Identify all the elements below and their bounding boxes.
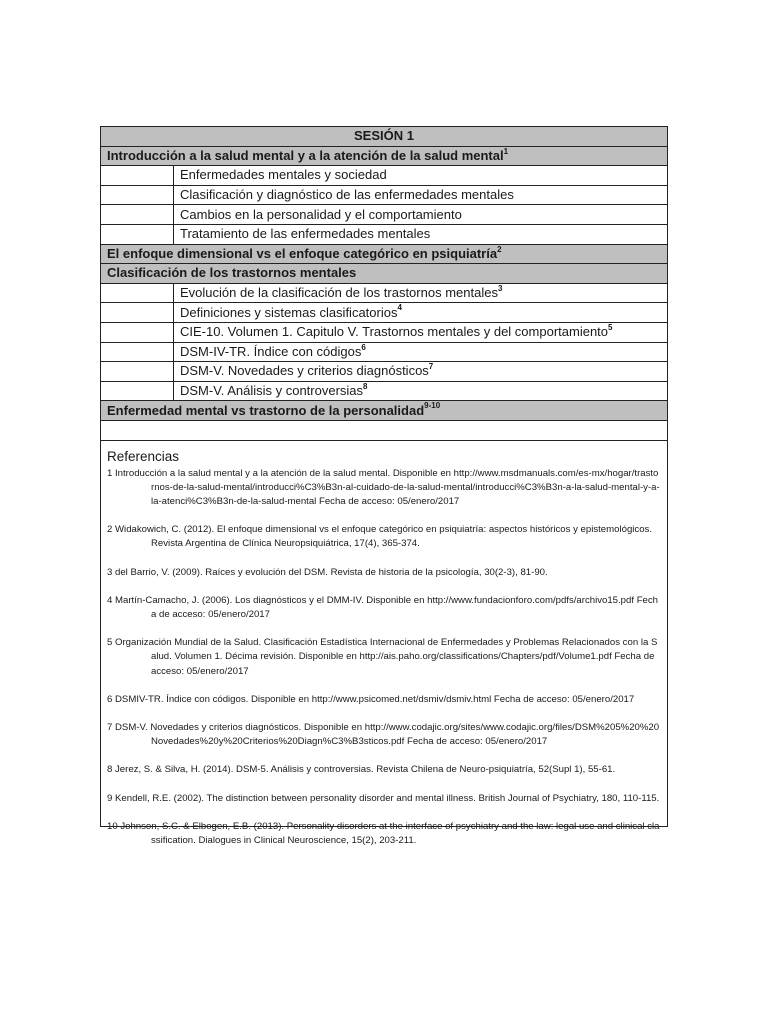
section-label: El enfoque dimensional vs el enfoque categórico en psiquiatría xyxy=(107,245,498,261)
section-header xyxy=(101,146,668,166)
indent-cell xyxy=(101,283,174,303)
reference-item: 10 Johnson, S.C. & Elbogen, E.B. (2013). Personality disorders at the interface of psychiatry and the law: legal use and clinical classification. Dialogues in Clinical Neuroscience, 15(2), 203-211. xyxy=(107,820,660,846)
indent-cell xyxy=(101,224,174,244)
section-header xyxy=(101,401,668,421)
section-header xyxy=(101,264,668,284)
list-item: DSM-IV-TR. Índice con códigos$^6$ xyxy=(174,342,668,362)
reference-item: 5 Organización Mundial de la Salud. Clasificación Estadística Internacional de Enfermedades y Problemas Relacionados con la Salud. Volumen 1. Décima revisión. Disponible en http://ais.paho.org/classifications/Chapters/pdf/Volume1.pdf Fecha de acceso: 05/enero/2017 xyxy=(107,637,658,677)
session-sheet xyxy=(100,126,668,846)
list-item: DSM-V. Novedades y criterios diagnósticos$^7$ xyxy=(174,362,668,382)
section-footnote: 9-10 xyxy=(424,401,441,411)
indent-cell xyxy=(101,166,174,186)
list-item: Evolución de la clasificación de los trastornos mentales$^3$ xyxy=(174,283,668,303)
list-item: Definiciones y sistemas clasificatorios$^4$ xyxy=(174,303,668,323)
section-label: Clasificación de los trastornos mentales xyxy=(107,265,357,281)
reference-item: 6 DSMIV-TR. Índice con códigos. Disponible en http://www.psicomed.net/dsmiv/dsmiv.html Fecha de acceso: 05/enero/2017 xyxy=(107,693,635,705)
section-label: Introducción a la salud mental y a la atención de la salud mental xyxy=(107,147,504,163)
list-item: Clasificación y diagnóstico de las enfermedades mentales xyxy=(174,185,668,205)
list-item: Tratamiento de las enfermedades mentales xyxy=(174,224,668,244)
list-item: Cambios en la personalidad y el comportamiento xyxy=(174,205,668,225)
references-block xyxy=(100,441,668,846)
session-table xyxy=(100,126,668,441)
indent-cell xyxy=(101,381,174,401)
list-item: CIE-10. Volumen 1. Capitulo V. Trastornos mentales y del comportamiento$^5$ xyxy=(174,322,668,342)
section-label: Enfermedad mental vs trastorno de la personalidad xyxy=(107,402,425,418)
page-title: SESIÓN 1 xyxy=(101,127,668,147)
list-item: DSM-V. Análisis y controversias$^8$ xyxy=(174,381,668,401)
references-heading: Referencias xyxy=(107,448,180,464)
reference-item: 3 del Barrio, V. (2009). Raíces y evolución del DSM. Revista de historia de la psicología, 30(2-3), 81-90. xyxy=(107,566,548,578)
indent-cell xyxy=(101,322,174,342)
indent-cell xyxy=(101,185,174,205)
reference-item: 4 Martín-Camacho, J. (2006). Los diagnósticos y el DMM-IV. Disponible en http://www.fundacionforo.com/pdfs/archivo15.pdf Fecha de acceso: 05/enero/2017 xyxy=(107,594,659,620)
reference-item: 2 Widakowich, C. (2012). El enfoque dimensional vs el enfoque categórico en psiquiatría: aspectos históricos y epistemológicos. Revista Argentina de Clínica Neuropsiquiátrica, 17(4), 365-374. xyxy=(107,524,653,550)
section-footnote: 2 xyxy=(497,244,502,254)
section-header xyxy=(101,244,668,264)
indent-cell xyxy=(101,342,174,362)
indent-cell xyxy=(101,362,174,382)
reference-item: 9 Kendell, R.E. (2002). The distinction between personality disorder and mental illness. British Journal of Psychiatry, 180, 110-115. xyxy=(107,792,660,804)
indent-cell xyxy=(101,205,174,225)
list-item: Enfermedades mentales y sociedad xyxy=(174,166,668,186)
reference-item: 8 Jerez, S. & Silva, H. (2014). DSM-5. Análisis y controversias. Revista Chilena de Neuro-psiquiatría, 52(Supl 1), 55-61. xyxy=(107,764,616,776)
reference-item: 7 DSM-V. Novedades y criterios diagnósticos. Disponible en http://www.codajic.org/sites/www.codajic.org/files/DSM%205%20%20Novedades%20y%20Criterios%20Diagn%C3%B3sticos.pdf Fecha de acceso: 05/enero/2017 xyxy=(107,721,660,748)
section-footnote: 1 xyxy=(503,146,509,156)
indent-cell xyxy=(101,303,174,323)
reference-item: 1 Introducción a la salud mental y a la atención de la salud mental. Disponible en http://www.msdmanuals.com/es-mx/hogar/trastornos-de-la-salud-mental/introducci%C3%B3n-al-cuidado-de-la-salud-mental/introducci%C3%B3n-a-la-salud-mental-y-a-la-atenci%C3%B3n-de-la-salud-mental Fecha de acceso: 05/enero/2017 xyxy=(107,467,660,507)
empty-row xyxy=(101,420,668,440)
